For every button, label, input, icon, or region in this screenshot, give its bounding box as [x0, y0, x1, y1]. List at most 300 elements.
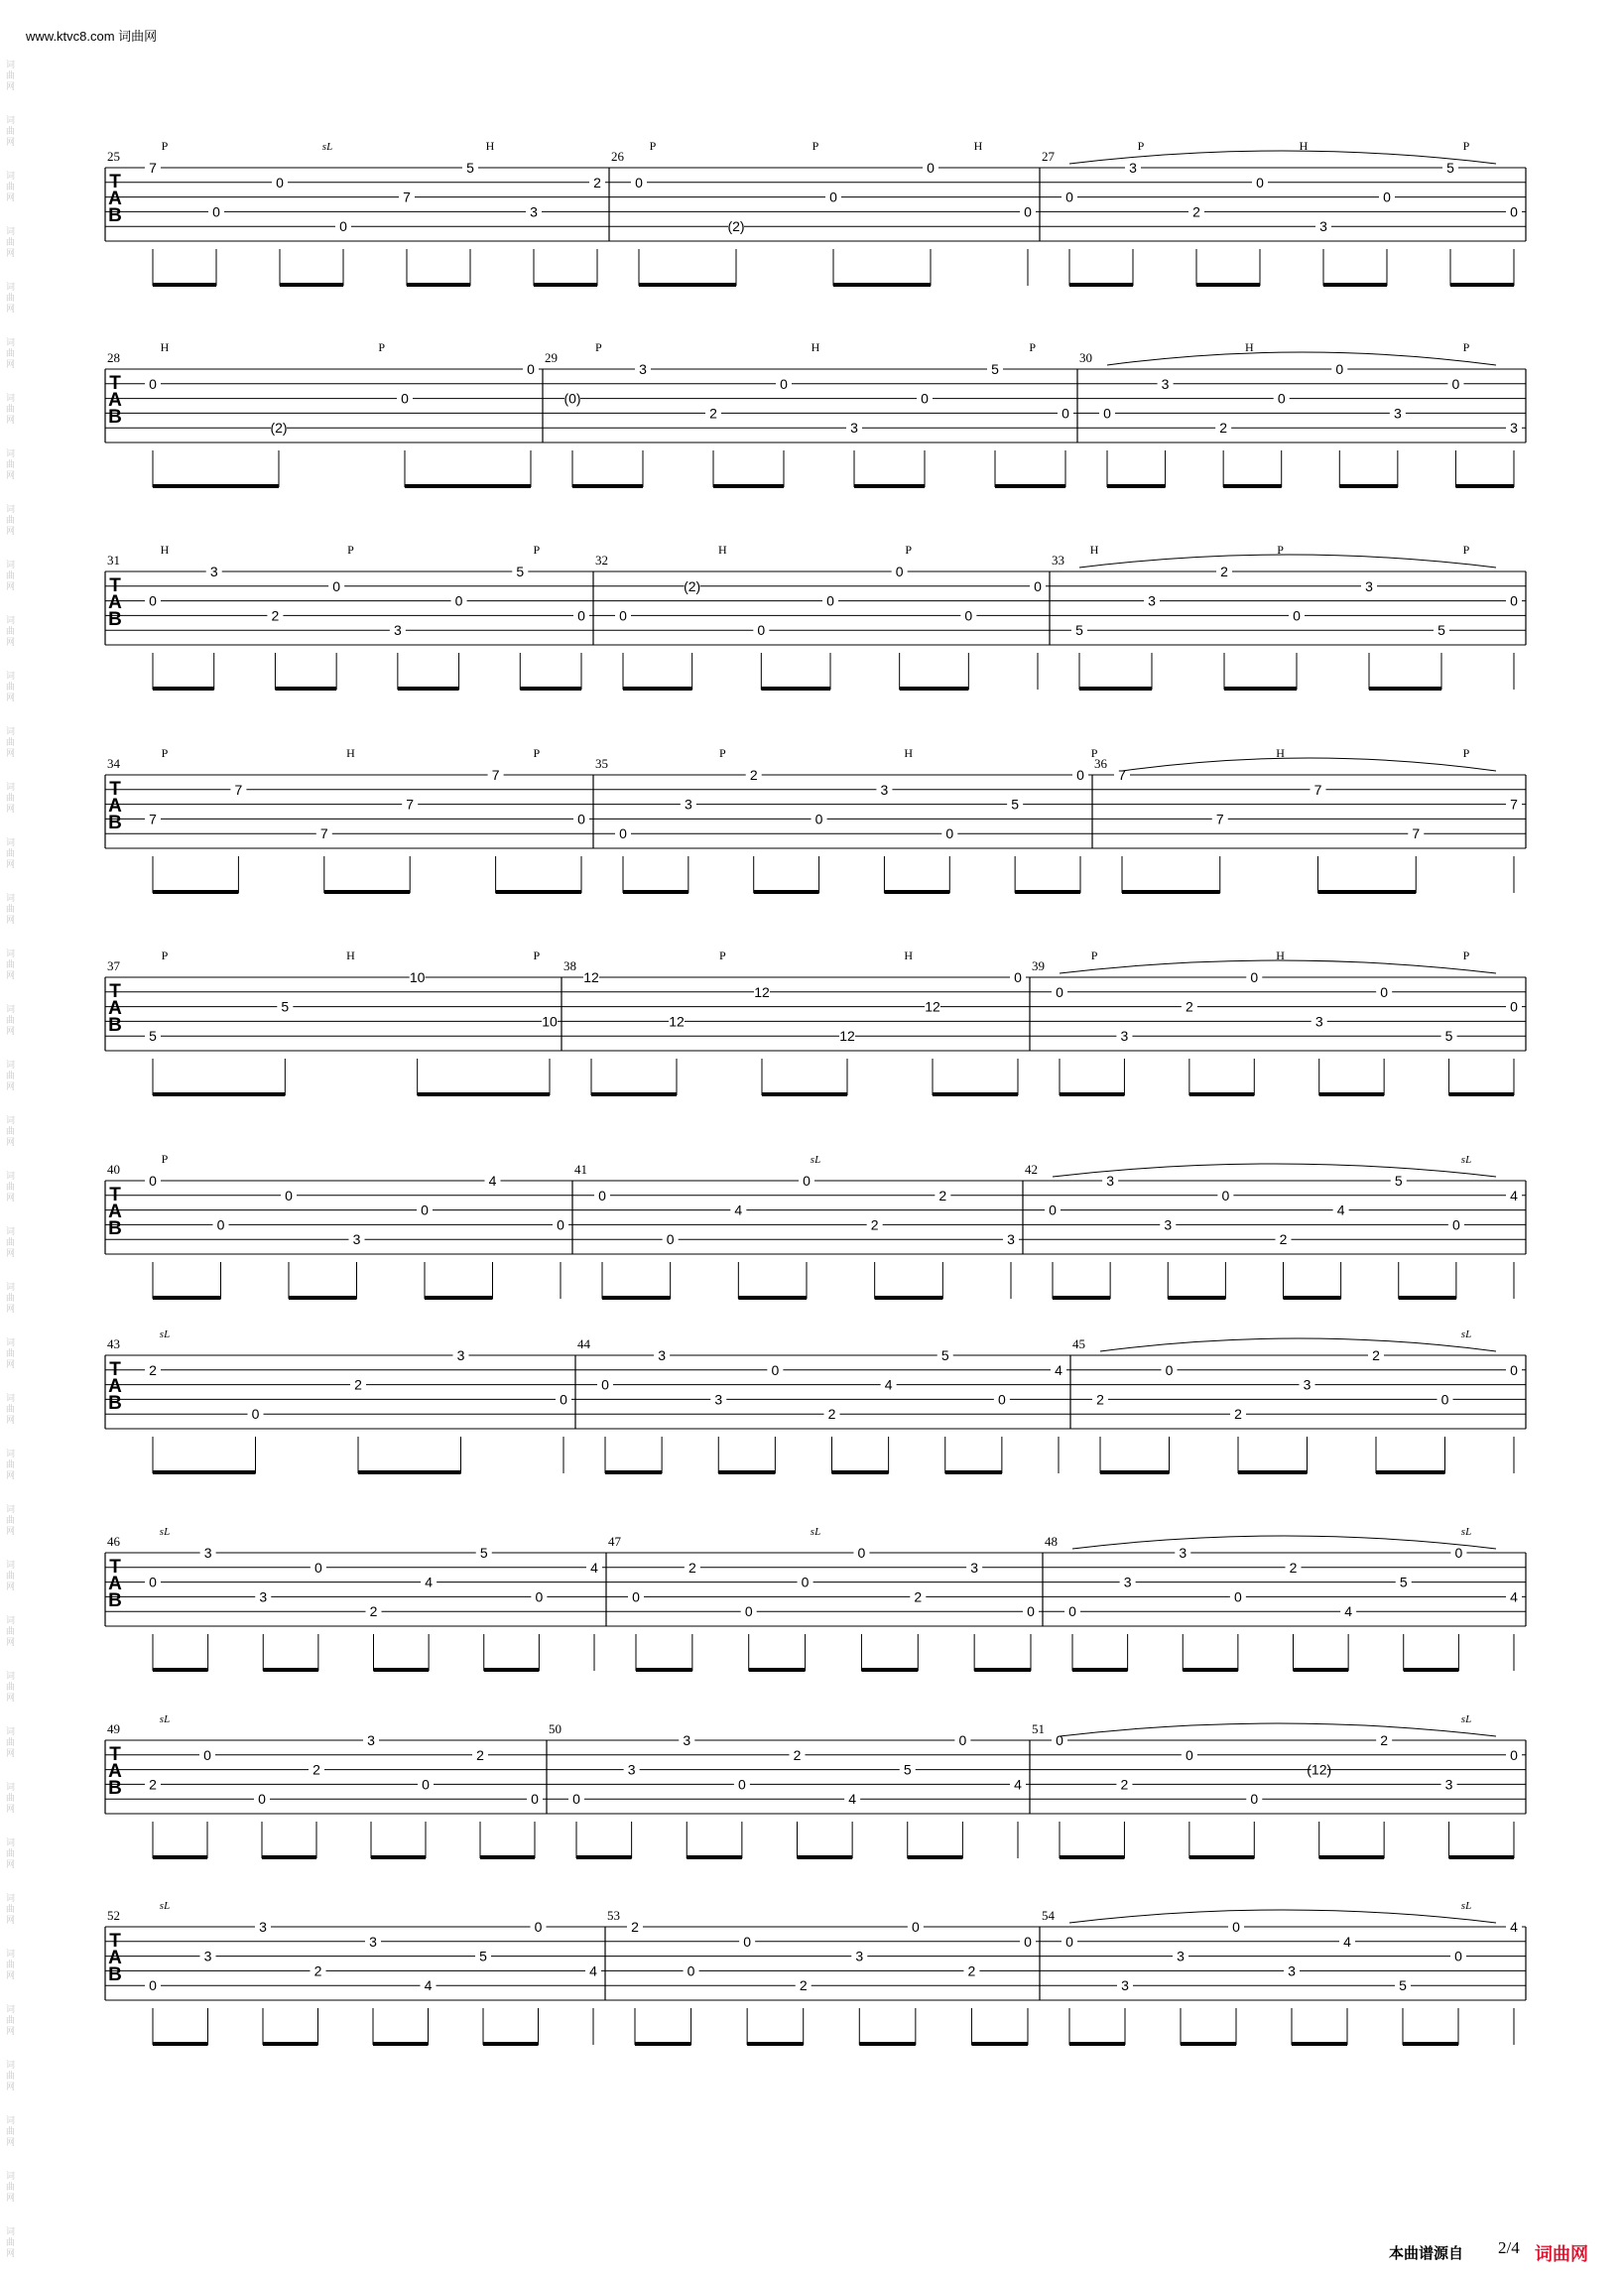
fret-number: 3	[393, 622, 402, 639]
pull-off-mark: P	[1090, 746, 1098, 760]
beam	[374, 1668, 430, 1672]
fret-number: 3	[530, 203, 538, 220]
tab-clef-letter: T	[109, 1557, 121, 1578]
measure-number: 35	[595, 756, 608, 771]
fret-number: 3	[639, 361, 647, 377]
watermark-text: 词曲网	[6, 1782, 16, 1814]
fret-number: 0	[1256, 174, 1264, 190]
beam	[639, 283, 736, 287]
fret-number: 2	[593, 174, 601, 190]
fret-number: 3	[1288, 1962, 1296, 1979]
fret-number: 0	[313, 1559, 322, 1576]
fret-number: 4	[425, 1574, 434, 1590]
fret-number: 0	[632, 1588, 640, 1605]
beam	[635, 2042, 691, 2046]
hammer-on-mark: H	[811, 340, 820, 354]
measure-number: 37	[107, 958, 120, 973]
measure-number: 29	[545, 350, 558, 365]
fret-number: 7	[491, 767, 500, 783]
tab-clef-letter: T	[109, 172, 121, 192]
beam	[1319, 1092, 1384, 1096]
fret-number: 0	[1024, 1933, 1032, 1950]
beam	[398, 687, 459, 691]
beam	[1449, 1092, 1514, 1096]
measure-number: 48	[1045, 1534, 1058, 1549]
fret-number: 7	[1313, 781, 1322, 798]
pull-off-mark: P	[649, 139, 657, 153]
pull-off-mark: P	[1277, 543, 1284, 557]
fret-number: 2	[1380, 1732, 1389, 1748]
fret-number: 3	[1007, 1231, 1015, 1248]
beam	[1318, 890, 1417, 894]
watermark-text: 词曲网	[6, 1837, 16, 1869]
watermark-text: 词曲网	[6, 1282, 16, 1314]
fret-number: 0	[332, 577, 341, 594]
fret-number: 10	[542, 1013, 558, 1030]
watermark-text: 词曲网	[6, 782, 16, 814]
fret-number: 7	[406, 796, 415, 813]
pull-off-mark: P	[378, 340, 386, 354]
fret-number: 0	[149, 1977, 157, 1994]
pull-off-mark: P	[1137, 139, 1145, 153]
watermark-text: 词曲网	[6, 949, 16, 980]
fret-number: 5	[479, 1948, 487, 1964]
tab-clef-letter: A	[108, 1202, 122, 1222]
fret-number: (2)	[684, 577, 701, 594]
fret-number: 5	[1437, 622, 1445, 639]
watermark-text: 词曲网	[6, 1726, 16, 1758]
fret-number: 2	[827, 1406, 836, 1423]
watermark-text: 词曲网	[6, 1393, 16, 1425]
tab-clef-letter: T	[109, 373, 121, 394]
beam	[1060, 1855, 1124, 1859]
fret-number: 7	[149, 811, 157, 827]
beam	[718, 1470, 775, 1474]
watermark-text: 词曲网	[6, 115, 16, 147]
tab-system	[105, 543, 1526, 691]
beam	[1100, 1470, 1170, 1474]
slide-mark: sL	[810, 1526, 821, 1538]
tab-clef-letter: B	[108, 1218, 122, 1239]
fret-number: 5	[1075, 622, 1083, 639]
fret-number: 2	[313, 1962, 322, 1979]
fret-number: 0	[149, 375, 157, 392]
beam	[971, 2042, 1028, 2046]
watermark-text: 词曲网	[6, 1560, 16, 1591]
fret-number: 2	[631, 1919, 639, 1935]
fret-number: 0	[1335, 361, 1344, 377]
fret-number: 2	[369, 1603, 378, 1620]
measure-number: 41	[574, 1162, 587, 1177]
fret-number: 0	[285, 1187, 293, 1203]
measure-number: 51	[1032, 1721, 1045, 1736]
fret-number: 0	[1510, 592, 1518, 609]
pull-off-mark: P	[161, 1152, 169, 1166]
fret-number: 0	[1076, 767, 1084, 783]
fret-number: 0	[149, 1574, 157, 1590]
fret-number: 0	[997, 1391, 1006, 1408]
pull-off-mark: P	[718, 746, 726, 760]
tab-clef-letter: T	[109, 575, 121, 596]
fret-number: 0	[1510, 1746, 1518, 1763]
fret-number: 7	[319, 825, 328, 842]
fret-number: 3	[683, 1732, 691, 1748]
beam	[884, 890, 949, 894]
fret-number: 2	[1372, 1347, 1380, 1363]
pull-off-mark: P	[533, 746, 541, 760]
fret-number: 2	[1096, 1391, 1104, 1408]
fret-number: 2	[1185, 998, 1193, 1015]
beam	[1122, 890, 1220, 894]
fret-number: 2	[938, 1187, 947, 1203]
beam	[153, 484, 279, 488]
beam	[1238, 1470, 1308, 1474]
fret-number: 0	[1049, 1202, 1057, 1218]
fret-number: 0	[1103, 405, 1111, 422]
fret-number: 0	[801, 1574, 810, 1590]
beam	[1404, 1668, 1459, 1672]
fret-number: 3	[259, 1919, 267, 1935]
fret-number: 2	[149, 1361, 157, 1378]
fret-number: 0	[1065, 1933, 1073, 1950]
fret-number: 0	[1232, 1919, 1240, 1935]
fret-number: 2	[914, 1588, 923, 1605]
fret-number: 2	[149, 1776, 157, 1793]
fret-number: 2	[793, 1746, 802, 1763]
tab-clef-letter: T	[109, 1185, 121, 1205]
fret-number: 0	[1027, 1603, 1035, 1620]
beam	[1455, 484, 1514, 488]
hammer-on-mark: H	[973, 139, 983, 153]
fret-number: 5	[466, 160, 474, 176]
fret-number: 12	[925, 998, 940, 1015]
slide-mark: sL	[321, 141, 333, 153]
watermark-text: 词曲网	[6, 2171, 16, 2203]
beam	[1369, 687, 1441, 691]
beam	[496, 890, 581, 894]
beam	[153, 1668, 208, 1672]
fret-number: 0	[598, 1187, 606, 1203]
measure-number: 46	[107, 1534, 120, 1549]
slur-arc	[1069, 1910, 1496, 1923]
fret-number: 3	[855, 1948, 864, 1964]
hammer-on-mark: H	[1089, 543, 1099, 557]
fret-number: 4	[848, 1791, 857, 1808]
beam	[371, 1855, 426, 1859]
fret-number: 0	[527, 361, 535, 377]
pull-off-mark: P	[161, 746, 169, 760]
fret-number: 4	[488, 1173, 497, 1189]
fret-number: 3	[259, 1588, 268, 1605]
tab-clef-letter: B	[108, 1590, 122, 1611]
fret-number: 3	[1164, 1216, 1173, 1233]
fret-number: 3	[1161, 375, 1170, 392]
tab-system	[105, 1900, 1526, 2046]
fret-number: 0	[744, 1603, 753, 1620]
fret-number: 2	[476, 1746, 484, 1763]
hammer-on-mark: H	[485, 139, 495, 153]
fret-number: 0	[666, 1231, 675, 1248]
watermark-text: 词曲网	[6, 615, 16, 647]
fret-number: 2	[709, 405, 717, 422]
fret-number: 0	[1062, 405, 1069, 422]
measure-number: 31	[107, 553, 120, 568]
watermark-text: 词曲网	[6, 1115, 16, 1147]
fret-number: 2	[1289, 1559, 1298, 1576]
fret-number: 0	[780, 375, 788, 392]
fret-number: 0	[1277, 390, 1286, 407]
fret-number: 3	[1177, 1948, 1185, 1964]
hammer-on-mark: H	[1299, 139, 1309, 153]
fret-number: 3	[1120, 1028, 1129, 1045]
fret-number: 3	[1303, 1376, 1312, 1393]
beam	[484, 1668, 540, 1672]
beam	[1223, 484, 1282, 488]
fret-number: 0	[826, 592, 834, 609]
beam	[833, 283, 931, 287]
fret-number: 0	[1293, 607, 1301, 624]
pull-off-mark: P	[1090, 949, 1098, 962]
beam	[153, 1296, 221, 1300]
hammer-on-mark: H	[904, 949, 914, 962]
fret-number: 4	[1510, 1187, 1518, 1203]
pull-off-mark: P	[1462, 949, 1470, 962]
fret-number: 5	[1399, 1574, 1408, 1590]
fret-number: 4	[424, 1977, 433, 1994]
hammer-on-mark: H	[904, 746, 914, 760]
measure-number: 26	[611, 149, 624, 164]
measure-number: 45	[1072, 1336, 1085, 1351]
tab-clef-letter: B	[108, 813, 122, 833]
fret-number: 2	[1219, 420, 1228, 437]
fret-number: 3	[714, 1391, 723, 1408]
beam	[153, 687, 214, 691]
measure-number: 30	[1079, 350, 1092, 365]
beam	[289, 1296, 357, 1300]
fret-number: 0	[422, 1776, 430, 1793]
fret-number: 0	[1250, 1791, 1259, 1808]
fret-number: 0	[1165, 1361, 1174, 1378]
beam	[1376, 1470, 1445, 1474]
fret-number: 0	[771, 1361, 780, 1378]
beam	[854, 484, 925, 488]
tab-clef-letter: T	[109, 779, 121, 800]
beam	[153, 283, 216, 287]
watermark-text: 词曲网	[6, 1449, 16, 1480]
beam	[153, 890, 238, 894]
pull-off-mark: P	[812, 139, 819, 153]
fret-number: 4	[590, 1559, 598, 1576]
fret-number: 0	[619, 825, 627, 842]
slur-arc	[1053, 1164, 1496, 1177]
measure-number: 52	[107, 1908, 120, 1923]
fret-number: 3	[1444, 1776, 1453, 1793]
fret-number: 7	[1510, 796, 1518, 813]
measure-number: 43	[107, 1336, 120, 1351]
beam	[572, 484, 643, 488]
watermark-text: 词曲网	[6, 282, 16, 314]
fret-number: 4	[734, 1202, 743, 1218]
hammer-on-mark: H	[717, 543, 727, 557]
measure-number: 47	[608, 1534, 621, 1549]
fret-number: 5	[479, 1545, 488, 1561]
beam	[407, 283, 470, 287]
fret-number: 0	[958, 1732, 967, 1748]
fret-number: 2	[1234, 1406, 1242, 1423]
tab-system	[105, 1152, 1526, 1300]
beam	[1060, 1092, 1124, 1096]
beam	[480, 1855, 535, 1859]
slide-mark: sL	[810, 1154, 821, 1166]
fret-number: 0	[1233, 1588, 1242, 1605]
fret-number: 0	[251, 1406, 260, 1423]
fret-number: 0	[1510, 203, 1518, 220]
fret-number: 0	[339, 218, 347, 235]
beam	[1069, 283, 1133, 287]
beam	[1183, 1668, 1238, 1672]
beam	[153, 1470, 256, 1474]
fret-number: 5	[1446, 160, 1454, 176]
fret-number: 2	[312, 1761, 320, 1778]
hammer-on-mark: H	[1244, 340, 1254, 354]
tab-clef-letter: A	[108, 1376, 122, 1397]
fret-number: 0	[560, 1391, 567, 1408]
fret-number: 0	[1454, 1545, 1463, 1561]
fret-number: 0	[1221, 1187, 1230, 1203]
beam	[576, 1855, 632, 1859]
slide-mark: sL	[1460, 1900, 1472, 1912]
beam	[520, 687, 581, 691]
watermark-text: 词曲网	[6, 226, 16, 258]
beam	[749, 1668, 806, 1672]
tab-system	[105, 746, 1526, 894]
fret-number: 0	[1454, 1948, 1462, 1964]
fret-number: (2)	[270, 420, 288, 437]
watermark-text: 词曲网	[6, 1671, 16, 1703]
fret-number: 0	[212, 203, 220, 220]
watermark-text: 词曲网	[6, 671, 16, 702]
fret-number: 5	[1399, 1977, 1407, 1994]
beam	[602, 1296, 671, 1300]
tab-system	[105, 1713, 1526, 1859]
beam	[591, 1092, 677, 1096]
fret-number: 0	[557, 1216, 564, 1233]
fret-number: 5	[903, 1761, 912, 1778]
fret-number: 2	[687, 1559, 696, 1576]
fret-number: 0	[535, 1588, 544, 1605]
fret-number: 5	[281, 998, 290, 1015]
tab-clef-letter: B	[108, 1015, 122, 1036]
fret-number: 3	[367, 1732, 375, 1748]
fret-number: 0	[1056, 1732, 1063, 1748]
slide-mark: sL	[159, 1526, 171, 1538]
fret-number: 3	[1365, 577, 1373, 594]
watermark-text: 词曲网	[6, 893, 16, 925]
tab-clef-letter: B	[108, 407, 122, 428]
fret-number: 2	[271, 607, 280, 624]
fret-number: 0	[1065, 189, 1073, 205]
beam	[754, 890, 819, 894]
fret-number: 4	[1510, 1588, 1518, 1605]
beam	[1403, 2042, 1458, 2046]
fret-number: 3	[1121, 1977, 1129, 1994]
beam	[605, 1470, 662, 1474]
beam	[373, 2042, 429, 2046]
measure-number: 53	[607, 1908, 620, 1923]
tab-system	[105, 139, 1526, 287]
fret-number: 0	[743, 1933, 752, 1950]
beam	[832, 1470, 889, 1474]
tab-system	[105, 949, 1526, 1096]
fret-number: 2	[1279, 1231, 1288, 1248]
beam	[1399, 1296, 1456, 1300]
beam	[908, 1855, 963, 1859]
slide-mark: sL	[1460, 1154, 1472, 1166]
fret-number: 3	[1393, 405, 1402, 422]
fret-number: 0	[1440, 1391, 1449, 1408]
fret-number: 7	[149, 160, 157, 176]
tab-clef-letter: A	[108, 1574, 122, 1594]
watermark-text: 词曲网	[6, 448, 16, 480]
fret-number: 3	[658, 1347, 667, 1363]
beam	[687, 1855, 742, 1859]
beam	[1294, 1668, 1349, 1672]
pull-off-mark: P	[1029, 340, 1037, 354]
fret-number: 2	[799, 1977, 808, 1994]
fret-number: 0	[531, 1791, 539, 1808]
fret-number: 7	[1412, 825, 1421, 842]
fret-number: 3	[1106, 1173, 1115, 1189]
fret-number: 5	[1394, 1173, 1403, 1189]
measure-number: 36	[1094, 756, 1107, 771]
beam	[636, 1668, 692, 1672]
slur-arc	[1122, 758, 1496, 771]
fret-number: 0	[1510, 998, 1518, 1015]
fret-number: 5	[940, 1347, 949, 1363]
fret-number: 3	[209, 564, 218, 579]
hammer-on-mark: H	[346, 746, 355, 760]
fret-number: 3	[627, 1761, 636, 1778]
fret-number: 7	[403, 189, 411, 205]
fret-number: 4	[884, 1376, 893, 1393]
fret-number: 0	[829, 189, 837, 205]
fret-number: 4	[1014, 1776, 1022, 1793]
fret-number: 4	[589, 1962, 597, 1979]
fret-number: 3	[203, 1948, 212, 1964]
beam	[324, 890, 410, 894]
fret-number: 0	[814, 811, 823, 827]
slur-arc	[1060, 1723, 1496, 1736]
beam	[995, 484, 1065, 488]
beam	[1450, 283, 1514, 287]
fret-number: 0	[1383, 189, 1391, 205]
tab-clef-letter: A	[108, 998, 122, 1019]
tab-clef-letter: T	[109, 1931, 121, 1952]
pull-off-mark: P	[905, 543, 913, 557]
fret-number: 0	[857, 1545, 866, 1561]
fret-number: 2	[749, 767, 758, 783]
fret-number: 0	[577, 811, 585, 827]
fret-number: 2	[1120, 1776, 1129, 1793]
fret-number: 0	[1014, 969, 1022, 985]
fret-number: 0	[454, 592, 463, 609]
pull-off-mark: P	[718, 949, 726, 962]
slide-mark: sL	[159, 1900, 171, 1912]
measure-number: 44	[577, 1336, 590, 1351]
beam	[1053, 1296, 1110, 1300]
pull-off-mark: P	[1462, 139, 1470, 153]
beam	[798, 1855, 853, 1859]
